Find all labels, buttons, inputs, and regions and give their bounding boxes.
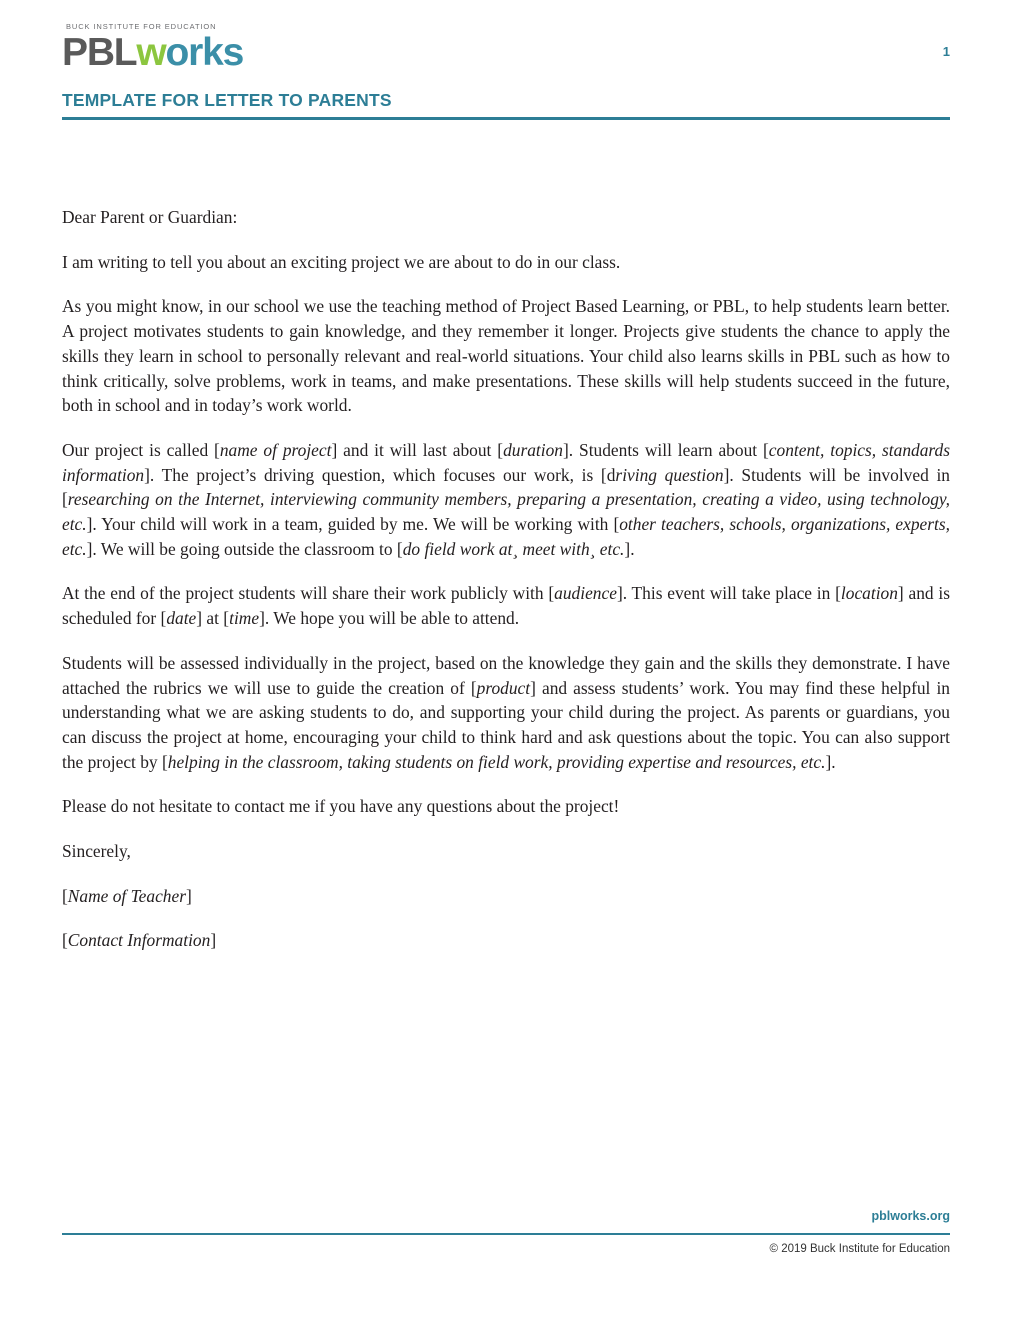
- p5-text-1: Students will be assessed individually in the project, based on the knowledge they gain and the skills they demonstrate. I have attached the rubrics we will use to guide the creation of [: [62, 652, 950, 698]
- p5-text-2: ] and assess students’ work. You may find these helpful in understanding what we are asking students to do, and supporting your child during the project. As parents or guardians, you can discuss the project at home, encouraging your child to think hard and ask questions about the topic. You can also support the project by [: [62, 677, 950, 772]
- contact-bracket-open: [: [62, 930, 68, 951]
- teacher-name-placeholder: Name of Teacher: [67, 885, 186, 906]
- p3-text-8: ].: [624, 538, 635, 559]
- page-number: 1: [942, 44, 950, 59]
- page-title: TEMPLATE FOR LETTER TO PARENTS: [62, 90, 392, 110]
- logo-pbl-text: PBL: [62, 31, 137, 74]
- p4-field-location: location: [840, 583, 898, 604]
- contact-information-placeholder: Contact Information: [67, 930, 211, 951]
- p4-text-3: ] and is scheduled for [: [62, 583, 951, 629]
- p3-field-name-of-project: name of project: [219, 439, 332, 460]
- p3-text-4: ]. The project’s driving question, which focuses our work, is [d: [144, 464, 616, 485]
- p3-field-field-work: do field work at¸ meet with¸ etc.: [402, 538, 625, 559]
- p4-text-2: ]. This event will take place in [: [616, 583, 841, 604]
- p3-field-content-topics: content, topics, standards information: [62, 439, 950, 485]
- paragraph-contact-invite: Please do not hesitate to contact me if you have any questions about the project!: [62, 796, 620, 817]
- p4-field-time: time: [229, 608, 260, 629]
- paragraph-assessment: [62, 651, 950, 775]
- p5-field-product: product: [476, 677, 531, 698]
- p3-text-7: ]. We will be going outside the classroom to [: [86, 538, 403, 559]
- paragraph-project-details: [62, 438, 950, 562]
- p3-text-2: ] and it will last about [: [331, 439, 504, 460]
- letter-body: [62, 205, 950, 973]
- p3-text-1: Our project is called [: [62, 439, 220, 460]
- footer-website-link[interactable]: pblworks.org: [871, 1209, 950, 1223]
- p3-field-partners: other teachers, schools, organizations, experts, etc.: [62, 514, 950, 559]
- p5-field-support-options: helping in the classroom, taking students on field work, providing expertise and resources, etc.: [167, 751, 826, 772]
- p4-field-audience: audience: [554, 583, 617, 604]
- p3-text-6: ]. Your child will work in a team, guided by me. We will be working with [: [86, 514, 620, 535]
- p4-text-1: At the end of the project students will share their work publicly with [: [62, 583, 555, 604]
- teacher-bracket-open: [: [62, 885, 68, 906]
- teacher-name-field: [62, 884, 950, 909]
- contact-bracket-close: ]: [210, 930, 217, 951]
- logo-wordmark: [62, 33, 382, 72]
- closing: Sincerely,: [62, 841, 131, 862]
- paragraph-intro: I am writing to tell you about an exciting project we are about to do in our class.: [62, 251, 621, 272]
- salutation: Dear Parent or Guardian:: [62, 207, 238, 227]
- logo-w-text: w: [136, 31, 166, 74]
- paragraph-about-pbl: As you might know, in our school we use the teaching method of Project Based Learning, or PBL, to help students learn better. A project motivates students to gain knowledge, and they remember it longer. Projects give students the chance to apply the skills they learn in school to personally relevant and real-world situations. Your child also learns skills in PBL such as how to think critically, solve problems, work in teams, and make presentations. These skills will help students succeed in the future, both in school and in today’s work world.: [62, 296, 950, 416]
- logo-eyebrow-text: BUCK INSTITUTE FOR EDUCATION: [66, 22, 217, 31]
- teacher-bracket-close: ]: [185, 885, 192, 906]
- p4-text-5: ]. We hope you will be able to attend.: [259, 608, 520, 629]
- logo-orks-text: orks: [165, 31, 244, 74]
- p3-field-activities: researching on the Internet, interviewing community members, preparing a presentation, creating a video, using technology, etc.: [62, 489, 950, 535]
- contact-information-field: [62, 928, 950, 953]
- p3-field-duration: duration: [503, 439, 563, 460]
- title-divider: [62, 117, 950, 120]
- footer-divider: [62, 1233, 950, 1235]
- p4-text-4: ] at [: [196, 608, 230, 629]
- pblworks-logo: [62, 22, 382, 72]
- p3-text-5: ]. Students will be involved in [: [62, 464, 950, 510]
- p3-field-driving-question: riving question: [615, 464, 724, 485]
- p5-text-3: ].: [825, 751, 836, 772]
- paragraph-public-product: [62, 581, 950, 630]
- p4-field-date: date: [166, 608, 197, 629]
- footer-copyright: © 2019 Buck Institute for Education: [769, 1243, 950, 1255]
- p3-text-3: ]. Students will learn about [: [563, 439, 769, 460]
